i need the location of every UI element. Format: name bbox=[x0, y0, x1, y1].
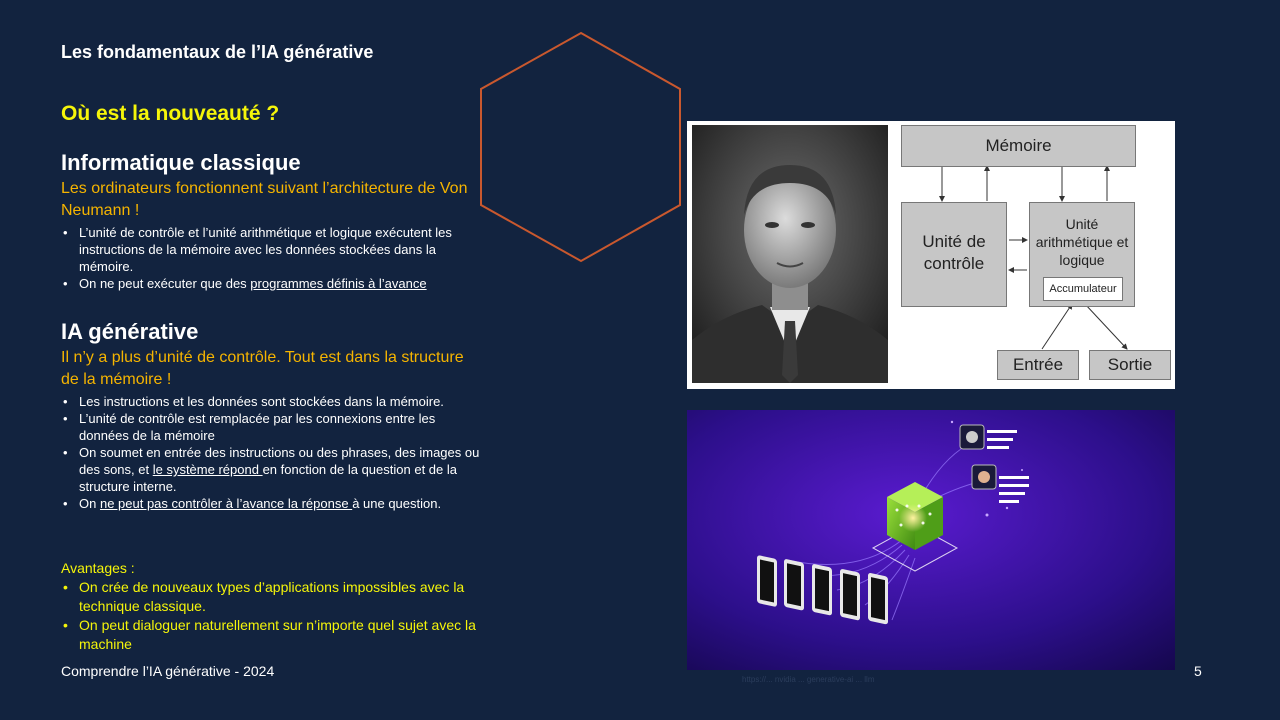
bullet-text: On bbox=[79, 496, 100, 511]
sortie-box: Sortie bbox=[1089, 350, 1171, 380]
avantages-section bbox=[61, 559, 481, 654]
generative-bullet-3 bbox=[61, 444, 481, 495]
von-neumann-image bbox=[687, 121, 1175, 389]
hexagon-decoration bbox=[478, 30, 684, 264]
classique-section bbox=[61, 150, 481, 292]
classique-subtitle: Les ordinateurs fonctionnent suivant l’architecture de Von Neumann ! bbox=[61, 180, 468, 219]
entree-box: Entrée bbox=[997, 350, 1079, 380]
avantages-bullet-2: • On peut dialoguer naturellement sur n’importe quel sujet avec la machine bbox=[61, 616, 481, 654]
systeme-repond-link[interactable]: le système répond bbox=[152, 462, 263, 477]
generative-ai-illustration bbox=[687, 410, 1175, 670]
page-number: 5 bbox=[1194, 663, 1202, 679]
image-caption: https://... nvidia ... generative-ai ... llm bbox=[742, 675, 875, 684]
bullet-text: On soumet en entrée des instructions ou des phrases, des images ou des sons, et bbox=[79, 445, 480, 477]
classique-bullet-1: • L’unité de contrôle et l’unité arithmétique et logique exécutent les instructions de la mémoire avec les données stockées dans la mémoire. bbox=[61, 224, 481, 275]
bullet-text: à une question. bbox=[352, 496, 442, 511]
avantages-bullet-1: • On crée de nouveaux types d’applications impossibles avec la technique classique. bbox=[61, 578, 481, 616]
classique-bullet-2 bbox=[61, 275, 481, 292]
programmes-link[interactable]: programmes définis à l’avance bbox=[250, 276, 427, 291]
generative-subtitle: Il n’y a plus d’unité de contrôle. Tout est dans la structure de la mémoire ! bbox=[61, 349, 464, 388]
generative-section bbox=[61, 319, 481, 512]
generative-bullet-4 bbox=[61, 495, 481, 512]
footer-text: Comprendre l’IA générative - 2024 bbox=[61, 663, 275, 679]
controle-box: Unité de contrôle bbox=[901, 202, 1007, 307]
generative-bullet-1: • Les instructions et les données sont stockées dans la mémoire. bbox=[61, 393, 481, 410]
bullet-text: en fonction de la question et de la structure interne. bbox=[79, 462, 457, 494]
accumulateur-box: Accumulateur bbox=[1043, 277, 1123, 301]
bullet-text: On ne peut exécuter que des bbox=[79, 276, 251, 291]
alu-label: Unité arithmétique et logique bbox=[1035, 216, 1129, 268]
controle-reponse-link[interactable]: ne peut pas contrôler à l’avance la réponse bbox=[99, 496, 353, 511]
avantages-label: Avantages : bbox=[61, 560, 135, 576]
generative-bullet-2: • L’unité de contrôle est remplacée par les connexions entre les données de la mémoire bbox=[61, 410, 481, 444]
classique-heading: Informatique classique bbox=[61, 150, 301, 175]
slide-title: Les fondamentaux de l’IA générative bbox=[61, 42, 374, 62]
section-question: Où est la nouveauté ? bbox=[61, 102, 280, 125]
generative-heading: IA générative bbox=[61, 319, 199, 344]
memoire-box: Mémoire bbox=[901, 125, 1136, 167]
